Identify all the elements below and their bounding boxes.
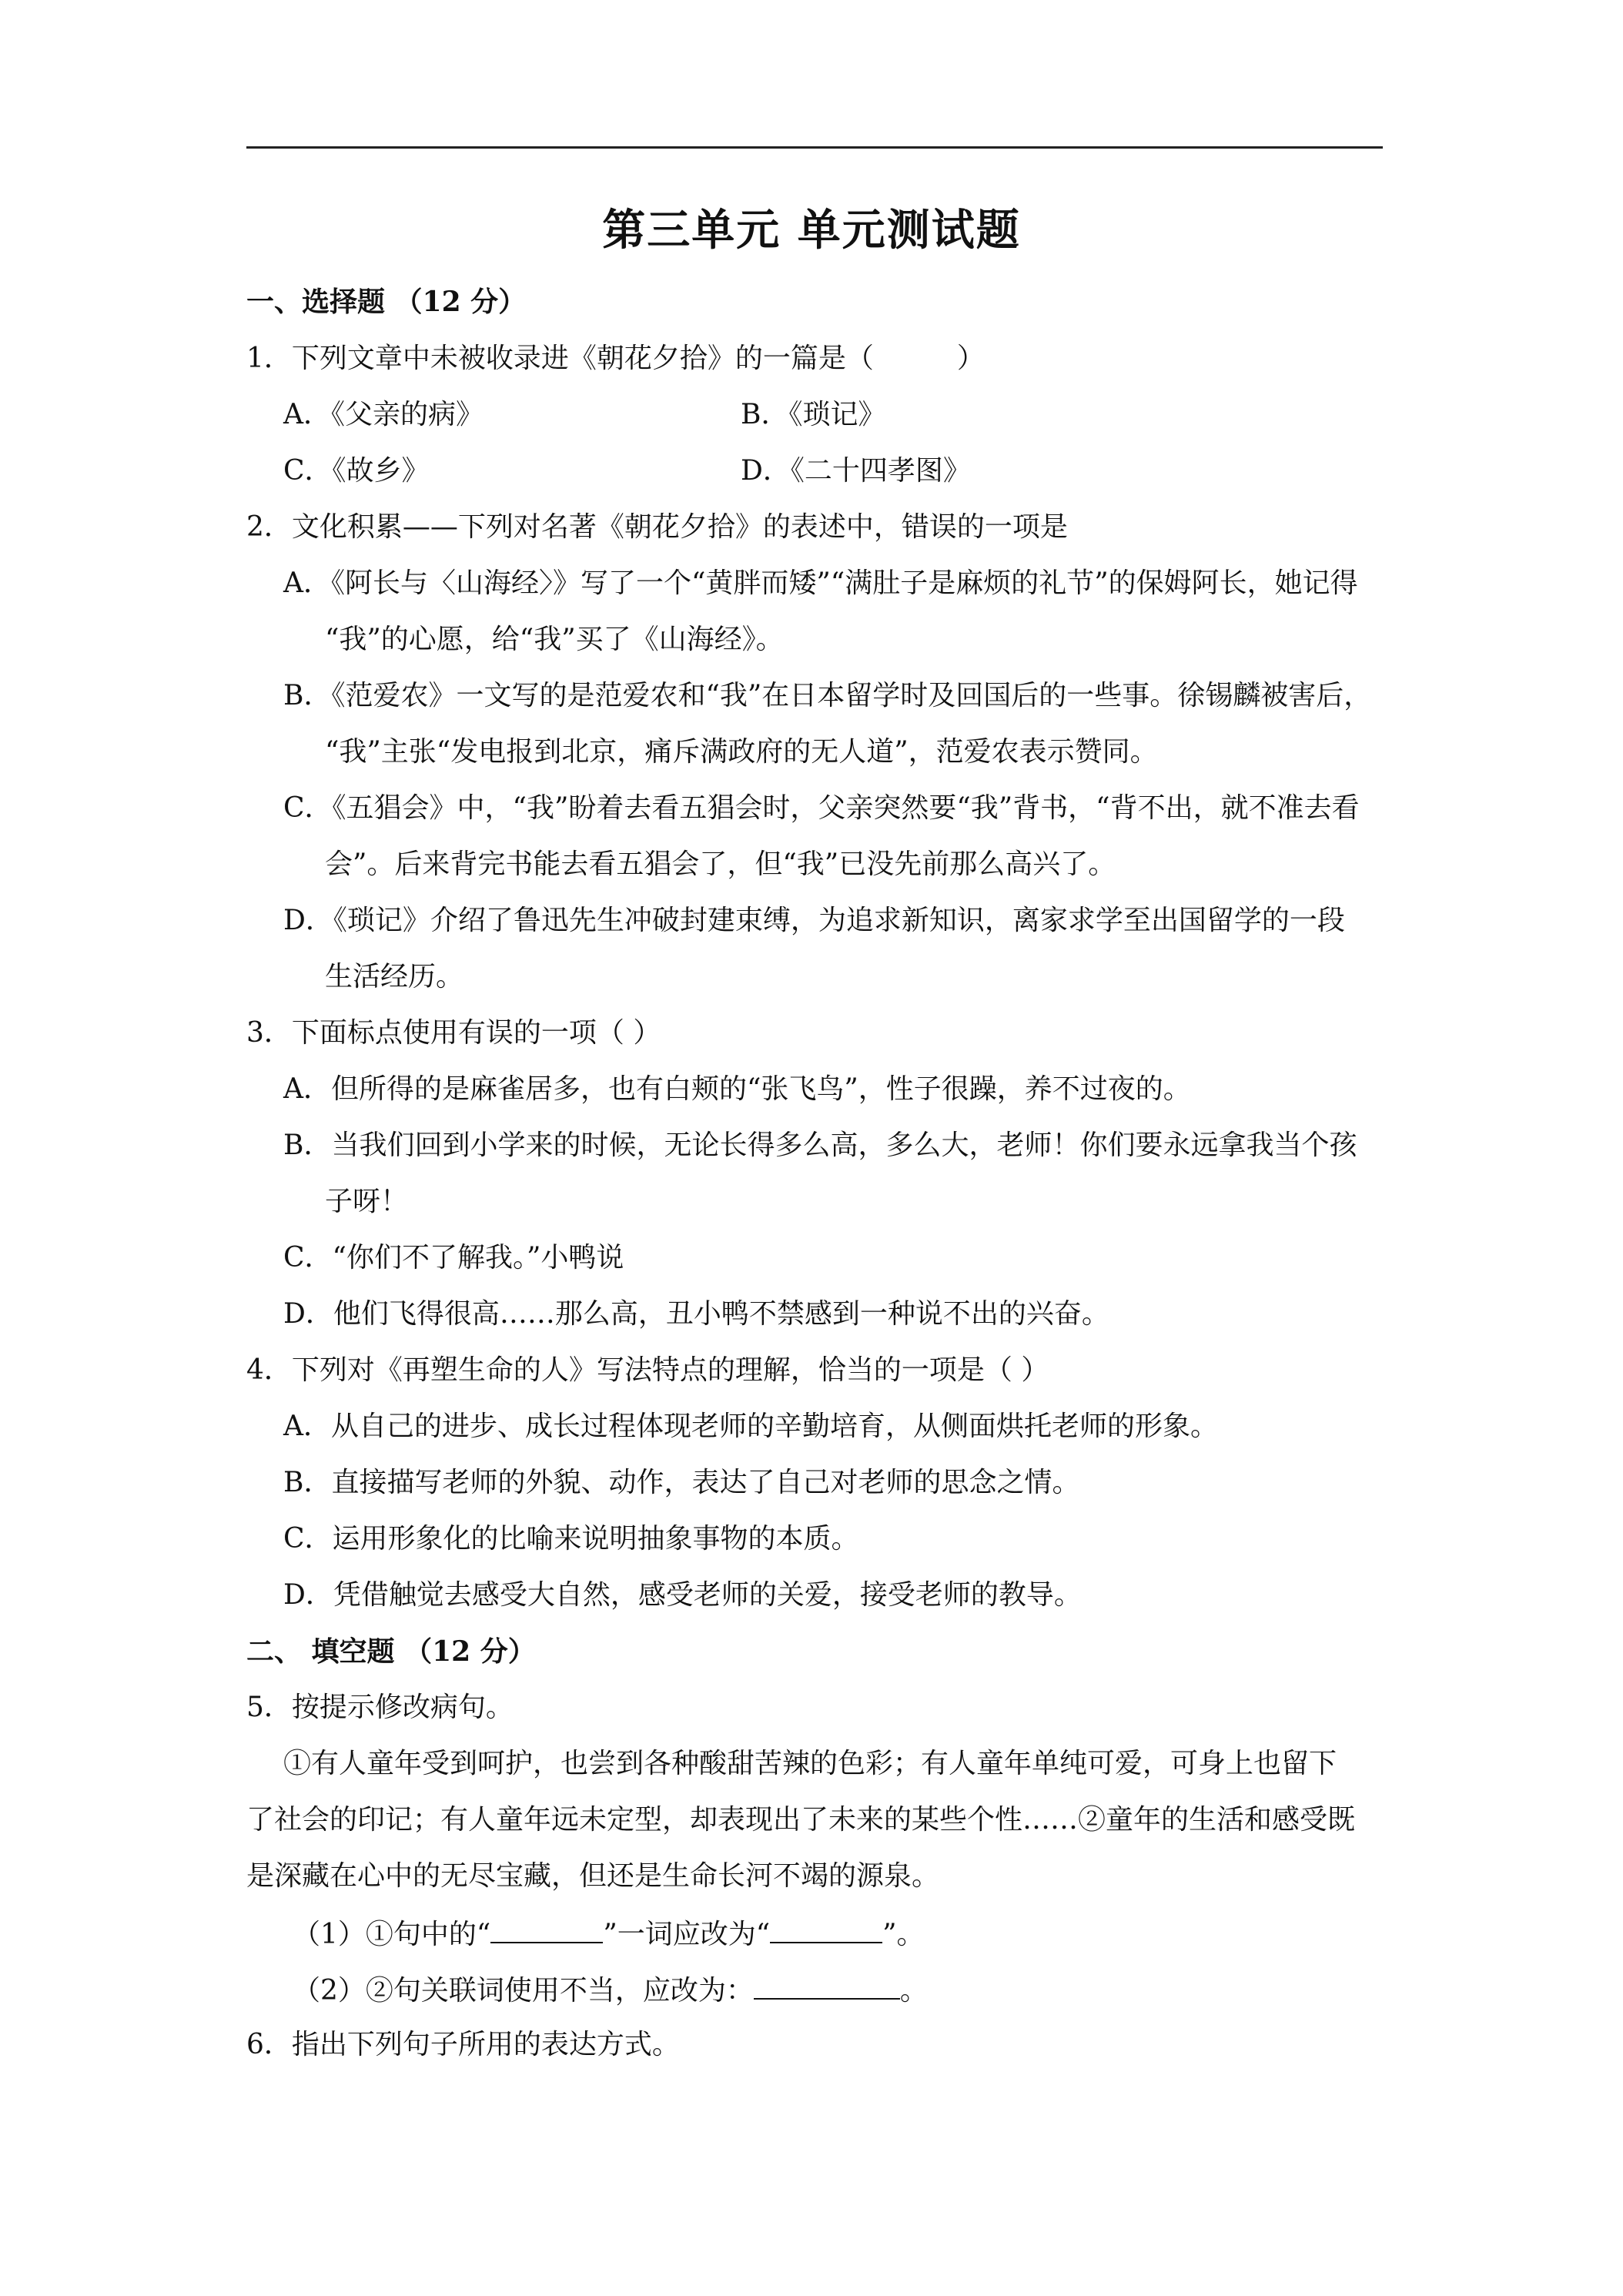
question-5-subquestion-1 <box>293 1919 925 1949</box>
question-2-option-c-line1: C．《五猖会》中，“我”盼着去看五猖会时，父亲突然要“我”背书，“背不出，就不准去看 <box>283 792 1360 824</box>
question-4-option-a: A．从自己的进步、成长过程体现老师的辛勤培育，从侧面烘托老师的形象。 <box>283 1411 1218 1442</box>
question-3-option-c: C．“你们不了解我。”小鸭说 <box>283 1242 624 1274</box>
answer-blank-conjunction[interactable] <box>754 1975 900 2000</box>
question-4-option-b: B．直接描写老师的外貌、动作，表达了自己对老师的思念之情。 <box>283 1467 1080 1498</box>
question-1-stem: 1．下列文章中未被收录进《朝花夕拾》的一篇是（ ） <box>246 343 985 374</box>
question-2-option-d-line2: 生活经历。 <box>325 961 464 992</box>
question-3-option-d: D．他们飞得很高……那么高，丑小鸭不禁感到一种说不出的兴奋。 <box>283 1298 1109 1330</box>
question-1-option-d: D．《二十四孝图》 <box>741 455 971 487</box>
question-5-passage-line1: ①有人童年受到呵护，也尝到各种酸甜苦辣的色彩；有人童年单纯可爱，可身上也留下 <box>283 1748 1337 1779</box>
section-heading-choice: 一、选择题 （12 分） <box>246 286 527 318</box>
subquestion-1-prefix: （1）①句中的“ <box>293 1919 491 1950</box>
page-title: 第三单元 单元测试题 <box>602 205 1021 256</box>
subquestion-2-prefix: （2）②句关联词使用不当，应改为： <box>293 1975 754 2006</box>
question-4-option-c: C．运用形象化的比喻来说明抽象事物的本质。 <box>283 1523 859 1555</box>
question-3-option-a: A．但所得的是麻雀居多，也有白颊的“张飞鸟”，性子很躁，养不过夜的。 <box>283 1073 1191 1105</box>
question-2-option-d-line1: D．《琐记》介绍了鲁迅先生冲破封建束缚，为追求新知识，离家求学至出国留学的一段 <box>283 905 1345 936</box>
answer-blank-original-word[interactable] <box>490 1919 603 1943</box>
section-heading-fill-in: 二、 填空题 （12 分） <box>246 1635 536 1668</box>
question-5-stem: 5．按提示修改病句。 <box>246 1692 514 1723</box>
question-2-option-b-line2: “我”主张“发电报到北京，痛斥满政府的无人道”，范爱农表示赞同。 <box>325 736 1158 768</box>
subquestion-2-suffix: 。 <box>899 1975 928 2006</box>
question-4-stem: 4．下列对《再塑生命的人》写法特点的理解，恰当的一项是（ ） <box>246 1354 1049 1386</box>
question-2-option-b-line1: B．《范爱农》一文写的是范爱农和“我”在日本留学时及回国后的一些事。徐锡麟被害后， <box>283 680 1372 711</box>
question-1-option-a: A．《父亲的病》 <box>283 399 484 430</box>
answer-blank-corrected-word[interactable] <box>770 1919 882 1943</box>
header-rule <box>246 146 1383 149</box>
question-5-passage-line3: 是深藏在心中的无尽宝藏，但还是生命长河不竭的源泉。 <box>246 1860 940 1892</box>
question-2-stem: 2．文化积累——下列对名著《朝花夕拾》的表述中，错误的一项是 <box>246 511 1068 543</box>
subquestion-1-middle: ”一词应改为“ <box>603 1919 771 1950</box>
question-3-option-b-line1: B．当我们回到小学来的时候，无论长得多么高，多么大，老师！你们要永远拿我当个孩 <box>283 1130 1357 1161</box>
question-5-subquestion-2 <box>293 1975 928 2005</box>
question-2-option-a-line2: “我”的心愿，给“我”买了《山海经》。 <box>325 624 784 655</box>
question-4-option-d: D．凭借触觉去感受大自然，感受老师的关爱，接受老师的教导。 <box>283 1579 1082 1611</box>
question-3-stem: 3．下面标点使用有误的一项（ ） <box>246 1017 661 1049</box>
subquestion-1-suffix: ”。 <box>882 1919 925 1950</box>
question-2-option-a-line1: A．《阿长与〈山海经〉》写了一个“黄胖而矮”“满肚子是麻烦的礼节”的保姆阿长，她记得 <box>283 567 1358 599</box>
question-2-option-c-line2: 会”。后来背完书能去看五猖会了，但“我”已没先前那么高兴了。 <box>325 848 1116 880</box>
question-1-option-c: C．《故乡》 <box>283 455 430 487</box>
question-6-stem: 6．指出下列句子所用的表达方式。 <box>246 2029 680 2060</box>
question-1-option-b: B．《琐记》 <box>741 399 886 430</box>
question-3-option-b-line2: 子呀！ <box>325 1186 409 1217</box>
question-5-passage-line2: 了社会的印记；有人童年远未定型，却表现出了未来的某些个性……②童年的生活和感受既 <box>246 1804 1356 1836</box>
